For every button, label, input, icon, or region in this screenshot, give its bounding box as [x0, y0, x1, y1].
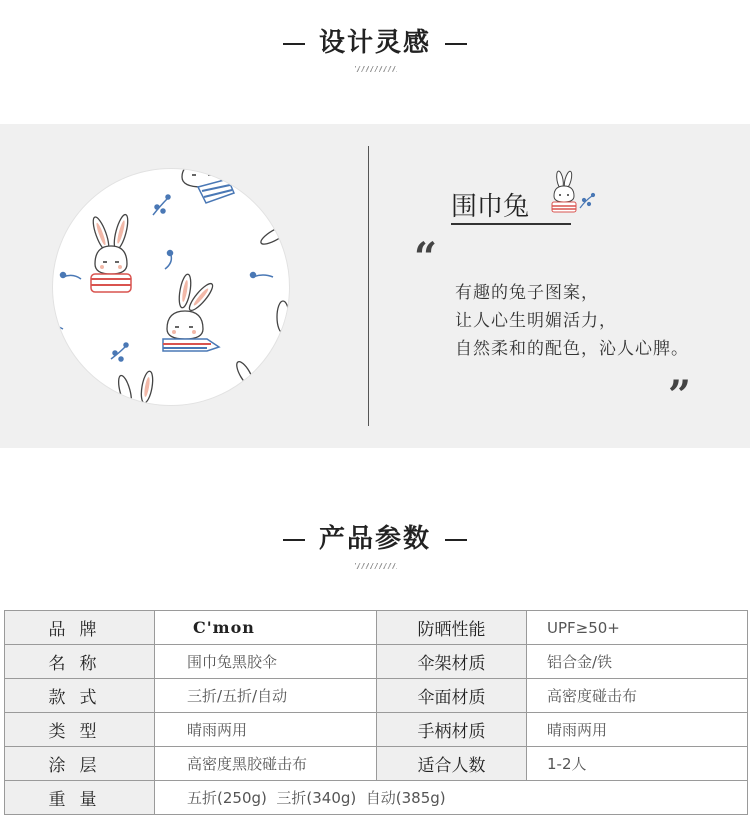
- vertical-divider: [368, 146, 369, 426]
- param-value-weight: 五折(250g) 三折(340g) 自动(385g): [155, 781, 748, 815]
- param-label: 款式: [5, 679, 155, 713]
- param-value: 铝合金/铁: [527, 645, 748, 679]
- param-label: 防晒性能: [377, 611, 527, 645]
- rabbit-pattern-icon: [53, 169, 289, 405]
- param-value: 1-2人: [527, 747, 748, 781]
- title-dash-right: [445, 539, 467, 541]
- desc-line-3: 自然柔和的配色，沁人心脾。: [455, 339, 689, 359]
- title-dash-left: [283, 43, 305, 45]
- table-row: [5, 611, 748, 645]
- param-label: 涂层: [5, 747, 155, 781]
- quote-open-mark: “: [414, 234, 438, 281]
- param-value-brand: C'mon: [155, 611, 377, 645]
- desc-line-2: 让人心生明媚活力，: [455, 311, 617, 331]
- param-value: 晴雨两用: [527, 713, 748, 747]
- quote-close-mark: ”: [668, 372, 692, 419]
- param-value: 晴雨两用: [155, 713, 377, 747]
- param-label: 类型: [5, 713, 155, 747]
- section-title-params: [0, 518, 750, 555]
- section-title-text: 产品参数: [318, 524, 431, 554]
- table-row: [5, 645, 748, 679]
- title-underline: [451, 223, 571, 225]
- table-row: [5, 713, 748, 747]
- param-label: 伞架材质: [377, 645, 527, 679]
- param-label: 适合人数: [377, 747, 527, 781]
- title-dash-right: [445, 43, 467, 45]
- section-title-text: 设计灵感: [318, 28, 431, 58]
- param-value: 三折/五折/自动: [155, 679, 377, 713]
- rabbit-name-title: 围巾兔: [451, 192, 530, 222]
- param-label: 手柄材质: [377, 713, 527, 747]
- table-row: [5, 747, 748, 781]
- section-title-design: [0, 22, 750, 59]
- param-label: 品牌: [5, 611, 155, 645]
- desc-line-1: 有趣的兔子图案，: [455, 283, 599, 303]
- param-label: 名称: [5, 645, 155, 679]
- title-dash-left: [283, 539, 305, 541]
- params-table: [4, 610, 748, 815]
- param-value: UPF≥50+: [527, 611, 748, 645]
- pattern-circle-image: [52, 168, 290, 406]
- param-label: 重量: [5, 781, 155, 815]
- param-label: 伞面材质: [377, 679, 527, 713]
- table-row: [5, 679, 748, 713]
- param-value: 高密度碰击布: [527, 679, 748, 713]
- param-value: 高密度黑胶碰击布: [155, 747, 377, 781]
- mini-rabbit-icon: [548, 168, 598, 222]
- param-value: 围巾兔黑胶伞: [155, 645, 377, 679]
- hatch-decoration: [355, 563, 397, 569]
- hatch-decoration: [355, 66, 397, 72]
- table-row: [5, 781, 748, 815]
